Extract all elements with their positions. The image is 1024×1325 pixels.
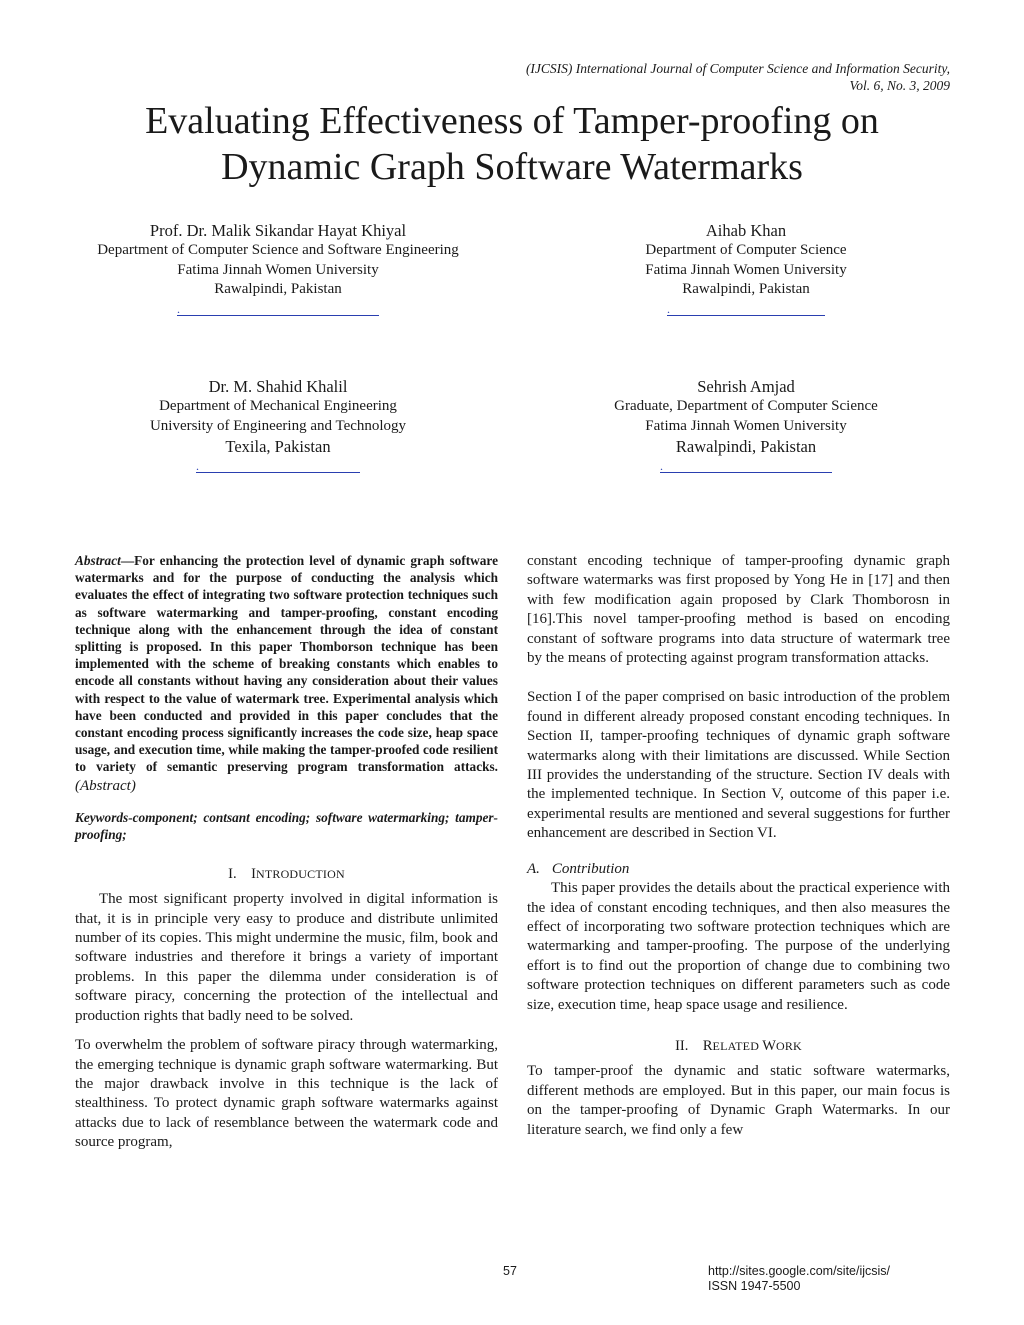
journal-header [350,60,950,94]
author-department: Department of Mechanical Engineering [159,398,397,414]
paper-title [60,98,964,190]
section-title-initial-2: W [762,1037,776,1054]
author-name: Sehrish Amjad [697,377,795,396]
section-title-initial: R [702,1037,713,1054]
author-department: Department of Computer Science and Software Engineering [97,242,459,258]
author-email-link[interactable]: . [667,303,825,316]
intro-paragraph-1: The most significant property involved in digital information is that, it is in principle very easy to produce and distribute unlimited number of its copies. This might undermine the music, film, book and software industries and therefore it brings a variety of important problems. In this paper the dilemma under consideration is of software piracy, concerning the protection of the intellectual and production rights that badly need to be solved. [75,891,498,1024]
page-number: 57 [503,1264,517,1278]
footer-issn: ISSN 1947-5500 [708,1279,801,1293]
section-title-rest: ELATED [712,1038,763,1053]
author-organization: Fatima Jinnah Women University [645,417,847,434]
author-block-4 [560,376,932,477]
left-column [75,552,498,1153]
section-title-rest-2: ORK [775,1038,802,1053]
author-email-link[interactable]: . [660,460,832,473]
journal-name: (IJCSIS) International Journal of Computer Science and Information Security, [525,61,950,76]
section-title-rest: NTRODUCTION [255,866,345,881]
contribution-paragraph: This paper provides the details about the practical experience with the idea of constant encoding techniques, and then also measures the effect of incorporating two software protection techniques which are watermarking and tamper-proofing. The purpose of the underlying effort is to find out the proportion of change due to combining two software protection techniques on different parameters such as code size, execution time, heap space usage and resilience. [527,880,950,1013]
author-organization: Fatima Jinnah Women University [177,261,379,278]
subsection-heading-contribution [527,860,950,879]
author-block-2 [560,220,932,319]
abstract-body: —For enhancing the protection level of dynamic graph software watermarks and for the purpose of conducting the analysis which evaluates the effect of integrating two software protection techniques such as software watermarking and tamper-proofing, constant encoding technique along with the enhancement through the idea of constant splitting is proposed. In this paper Thomborson technique has been implemented with the scheme of breaking constants which enables to encode all constants without having any consideration about their values with respect to the value of watermark tree. Experimental analysis which have been conducted and provided in this paper concludes that the constant encoding process significantly increases the code size, heap space usage, and execution time, while making the tamper-proofed code resilient to variety of semantic preserving program transformation attacks. [75,553,498,775]
author-location: Texila, Pakistan [225,437,331,456]
author-organization: University of Engineering and Technology [149,417,407,434]
right-column [527,552,950,1140]
subsection-number: A. [527,860,540,877]
author-block-1 [60,220,496,319]
section-title-initial: I [251,865,256,882]
abstract-tail: (Abstract) [75,777,136,794]
author-location: Rawalpindi, Pakistan [214,281,342,297]
section-heading-introduction [75,865,498,884]
author-department: Department of Computer Science [645,242,847,258]
right-paragraph-1: constant encoding technique of tamper-proofing dynamic graph software watermarks was first proposed by Yong He in [17] and then with few modification again proposed by Clark Thomborosn in [16].This novel tamper-proofing method is based on encoding constant of software programs into data structure of watermark tree by the means of protecting against program transformation attacks. [527,553,950,667]
footer-url-link[interactable]: http://sites.google.com/site/ijcsis/ [708,1264,891,1278]
journal-volume: Vol. 6, No. 3, 2009 [849,78,950,93]
section-number: I. [228,865,237,882]
abstract-label: Abstract [75,553,121,568]
author-department: Graduate, Department of Computer Science [614,398,878,414]
author-name: Prof. Dr. Malik Sikandar Hayat Khiyal [149,221,407,240]
abstract [75,552,498,795]
footer-info [708,1264,890,1294]
section-number: II. [675,1037,689,1054]
author-location: Rawalpindi, Pakistan [682,281,810,297]
title-line-2: Dynamic Graph Software Watermarks [221,146,803,188]
author-email-link[interactable]: . [177,303,379,316]
author-name: Dr. M. Shahid Khalil [208,377,348,396]
right-paragraph-2: Section I of the paper comprised on basic introduction of the problem found in different already proposed constant encoding techniques. In Section II, tamper-proofing techniques of dynamic graph software watermarks along with their limitations are discussed. While Section III provides the understanding of the structure. Section IV deals with the implemented technique. In Section V, outcome of this paper i.e. experimental results are mentioned and several suggestions for further enhancement are described in Section VI. [527,689,950,842]
related-work-paragraph: To tamper-proof the dynamic and static software watermarks, different methods are employed. But in this paper, our main focus is on the tamper-proofing of Dynamic Graph Watermarks. In our literature search, we find only a few [527,1063,950,1138]
section-heading-related-work [527,1037,950,1056]
title-line-1: Evaluating Effectiveness of Tamper-proofing on [145,100,879,142]
author-organization: Fatima Jinnah Women University [645,261,847,278]
author-block-3 [100,376,456,477]
keywords: Keywords-component; contsant encoding; software watermarking; tamper-proofing; [75,809,498,842]
author-location: Rawalpindi, Pakistan [675,437,817,456]
intro-paragraph-2: To overwhelm the problem of software piracy through watermarking, the emerging technique is dynamic graph software watermarking. But the major drawback involve in this technique is the lack of stealthiness. To protect dynamic graph software watermarks against attacks due to lack of resemblance between the watermark code and source program, [75,1037,498,1151]
author-name: Aihab Khan [705,221,787,240]
author-email-link[interactable]: . [196,460,360,473]
subsection-title: Contribution [551,860,630,877]
